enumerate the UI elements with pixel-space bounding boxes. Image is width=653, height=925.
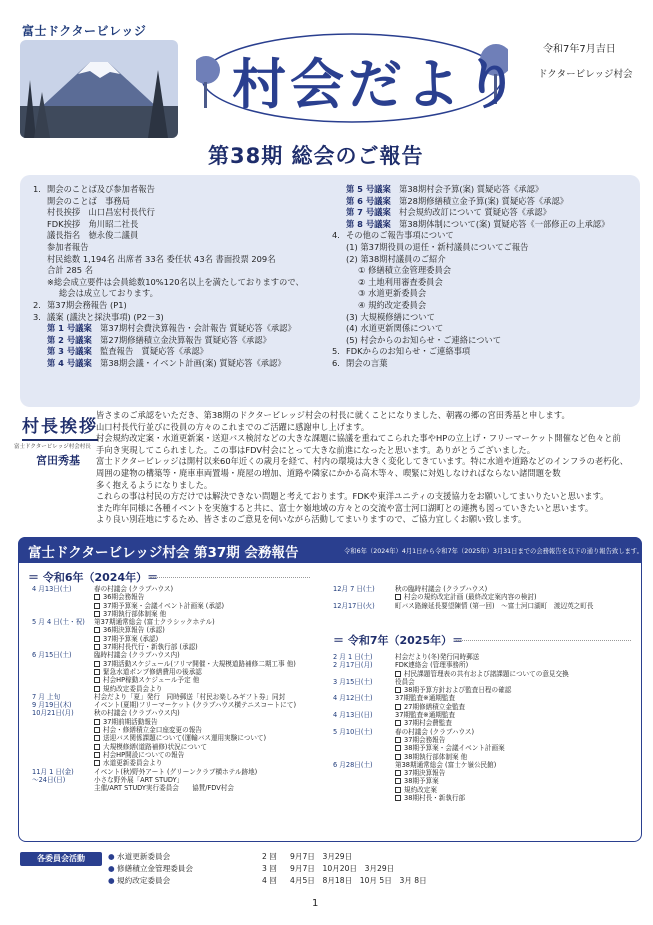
- event-row: [333, 761, 633, 769]
- greeting-line: また昨年同様に各種イベントを実施すると共に、富士ケ嶺地域の方々との交流や富士河口湖町との連携も図っていきたいと思います。: [96, 502, 594, 513]
- summary-item: [332, 358, 637, 370]
- item-text: 第38期体制について(案) 質疑応答《一部修正の上承認》: [399, 218, 610, 229]
- event-date: 6 月28日(土): [333, 760, 373, 769]
- checkbox-icon: [94, 636, 100, 642]
- greeting-line: 周囲の建物の構築等・廃車車両置場・廃屋の増加、道路や隣家にかかる高木等々、喫緊に対処しなければならない諸問題を数: [96, 467, 561, 478]
- event-row: [32, 768, 322, 776]
- greeting-line: 富士ドクタービレッジは開村以来60年近くの歳月を経て、村内の環境は大きく変化してきています。特に水道や道路などのインフラの老朽化、: [96, 456, 629, 467]
- event-subitem-text: 規約改定案: [404, 785, 437, 794]
- summary-item: [332, 346, 637, 358]
- greeting-line: 手向き実現してこられました。この事はFDV村会にとって大きな前進になったと思います。ありがとうございました。: [96, 444, 536, 455]
- event-subitem-text: 38期予算案・会議イベント計画案: [404, 744, 505, 753]
- summary-item: [33, 288, 333, 300]
- item-text: (1) 第37期役員の退任・新村議員についてご報告: [346, 241, 529, 252]
- item-text: 参加者報告: [47, 241, 89, 252]
- agenda-label: 第 1 号議案: [47, 323, 101, 334]
- checkbox-icon: [395, 778, 401, 784]
- event-row: [333, 653, 633, 661]
- event-subitem: [333, 719, 633, 727]
- item-text: 第27期修繕積立金決算報告 質疑応答《承認》: [100, 334, 271, 345]
- events-2024: [32, 585, 322, 792]
- item-text: ① 修繕積立金管理委員会: [358, 265, 452, 276]
- summary-item: [33, 300, 333, 312]
- summary-item: [332, 277, 637, 289]
- event-date: 3 月15日(土): [333, 677, 373, 686]
- item-number: 1.: [33, 184, 41, 194]
- event-subitem: [333, 753, 633, 761]
- event-date: 4 月13日(日): [333, 711, 373, 720]
- event-text: FDK連絡会 (管理事務所): [395, 661, 469, 670]
- event-text: 第38期通常総会 (富士ケ嶺公民館): [395, 760, 497, 769]
- agenda-label: 第 4 号議案: [47, 357, 101, 368]
- event-subitem: [333, 670, 633, 678]
- event-row: [333, 711, 633, 719]
- event-text: イベント(夏期)フリーマーケット (クラブハウス横テニスコートにて): [94, 701, 297, 710]
- activity-note: 令和6年（2024年）4月1日から令和7年（2025年）3月31日までの会務報告を以下の通り報告致します。: [344, 548, 643, 555]
- item-text: 監査報告 質疑応答《承認》: [100, 346, 208, 357]
- checkbox-icon: [94, 669, 100, 675]
- event-date: 7 月 上旬: [32, 692, 61, 701]
- item-text: 第38期村会予算(案) 質疑応答《承認》: [399, 184, 544, 194]
- event-text: 春の村議会 (クラブハウス): [395, 727, 475, 736]
- event-subitem: [32, 718, 322, 726]
- event-subitem: [32, 610, 322, 618]
- event-subitem-text: 36期会務報告: [103, 593, 145, 602]
- event-row: [32, 585, 322, 593]
- issue-date: 令和7年7月吉日: [543, 44, 616, 55]
- event-subitem-text: 36期決算報告 (承認): [103, 626, 165, 635]
- item-text: ※総会成立要件は会員総数10%120名以上を満たしておりますので、: [47, 276, 304, 287]
- event-subitem-text: 村会・修繕積立金口座変更の報告: [103, 726, 202, 735]
- greeting-title: 村長挨拶: [22, 412, 98, 441]
- checkbox-icon: [395, 787, 401, 793]
- checkbox-icon: [395, 745, 401, 751]
- checkbox-icon: [395, 671, 401, 677]
- checkbox-icon: [395, 687, 401, 693]
- event-date: 2 月17日(月): [333, 661, 373, 670]
- summary-item: [33, 242, 333, 254]
- checkbox-icon: [395, 795, 401, 801]
- event-text: 秋の臨時村議会 (クラブハウス): [395, 585, 488, 593]
- agenda-label: 第 2 号議案: [47, 334, 101, 345]
- event-text: 臨時村議会 (クラブハウス内): [94, 651, 180, 660]
- event-subitem: [333, 686, 633, 694]
- event-subitem: [333, 786, 633, 794]
- mount-fuji-photo: [20, 40, 178, 138]
- checkbox-icon: [94, 735, 100, 741]
- activity-title: 富士ドクタービレッジ村会 第37期 会務報告: [28, 545, 299, 561]
- item-text: ② 土地利用審査委員会: [358, 276, 443, 287]
- agenda-label: 第 5 号議案: [346, 184, 400, 194]
- item-text: 第28期修繕積立金予算(案) 質疑応答《承認》: [399, 195, 569, 206]
- item-number: 2.: [33, 299, 41, 310]
- agenda-label: 第 6 号議案: [346, 195, 400, 206]
- greeting-body: [96, 410, 640, 526]
- checkbox-icon: [94, 677, 100, 683]
- checkbox-icon: [395, 704, 401, 710]
- event-subitem: [32, 635, 322, 643]
- summary-item: [33, 265, 333, 277]
- event-subitem: [32, 734, 322, 742]
- summary-item: [332, 288, 637, 300]
- event-subitem-text: 38期村長・新執行部: [404, 794, 466, 803]
- summary-left-column: [33, 184, 333, 370]
- item-text: FDKからのお知らせ・ご連絡事項: [346, 346, 471, 357]
- event-subitem-text: 大規模修繕(道路補修)状況について: [103, 742, 207, 751]
- checkbox-icon: [94, 603, 100, 609]
- event-subitem-text: 村会の規約改定計画 (最終改定案内容の検討): [404, 593, 537, 602]
- event-subitem: [333, 703, 633, 711]
- event-text: 37期監査※通期監査: [395, 694, 456, 703]
- item-text: 第37期村会費決算報告・会計報告 質疑応答《承認》: [100, 323, 296, 334]
- event-subitem: [333, 777, 633, 785]
- event-text: 小さな野外展「ART STUDY」: [94, 775, 184, 784]
- event-subitem-text: 37期村長代行・新執行部 (承認): [103, 643, 198, 652]
- summary-item: [33, 358, 333, 370]
- event-subitem-text: 水道更新委員会より: [103, 759, 163, 768]
- event-date: 9 月19日(木): [32, 701, 72, 710]
- event-row: [333, 678, 633, 686]
- report-title: 第38期 総会のご報告: [208, 144, 424, 168]
- item-text: (3) 大規模修繕について: [346, 311, 435, 322]
- item-text: 総会は成立しております。: [59, 288, 158, 299]
- event-row: [333, 728, 633, 736]
- agenda-label: 第 8 号議案: [346, 218, 400, 229]
- event-subitem: [32, 685, 322, 693]
- item-text: 第37期会務報告 (P1): [47, 299, 127, 310]
- agenda-label: 第 3 号議案: [47, 346, 101, 357]
- item-text: 村民総数 1,194名 出席者 33名 委任状 43名 書面投票 209名: [47, 253, 276, 264]
- checkbox-icon: [94, 719, 100, 725]
- greeting-line: 村会規約改定案・水道更新案・送迎バス検討などの大きな課題に協議を重ねてこられた事やHPの立上げ・フリーマーケット開催など色々と前: [96, 433, 621, 444]
- event-date: 5 月10日(土): [333, 727, 373, 736]
- event-text: 村会だより(冬)発行同時郵送: [395, 653, 480, 661]
- bullet-icon: ●: [108, 852, 118, 861]
- event-subitem-text: 27期修繕積立金監査: [404, 702, 466, 711]
- event-date: 10月21日(月): [32, 709, 74, 718]
- event-text: 第37期通常総会 (富士クラシックホテル): [94, 618, 215, 627]
- item-text: ④ 規約改定委員会: [358, 299, 427, 310]
- event-date: 12月 7 日(土): [333, 585, 375, 593]
- checkbox-icon: [94, 727, 100, 733]
- item-number: 6.: [332, 357, 340, 368]
- event-subitem-text: 37期決算報告: [404, 769, 446, 778]
- event-subitem: [333, 744, 633, 752]
- bullet-icon: ●: [108, 864, 118, 873]
- summary-item: [33, 219, 333, 231]
- checkbox-icon: [94, 627, 100, 633]
- greeting-line: 皆さまのご承認をいただき、第38期のドクタービレッジ村会の村長に就くことになりました、朝霧の郷の宮田秀基と申します。: [96, 410, 570, 420]
- event-subitem: [32, 751, 322, 759]
- item-text: (4) 水道更新関係について: [346, 323, 444, 334]
- item-number: 5.: [332, 346, 340, 357]
- committee-row: [108, 863, 394, 874]
- event-date: 5 月 4 日(土・祝): [32, 618, 85, 627]
- event-subitem: [333, 794, 633, 802]
- summary-item: [33, 230, 333, 242]
- greeting-line: 多く抱えるようになりました。: [96, 479, 213, 490]
- event-text: イベント(秋)野外アート (グリーンクラブ横ホテル跡地): [94, 767, 258, 776]
- summary-item: [332, 335, 637, 347]
- checkbox-icon: [94, 611, 100, 617]
- summary-item: [332, 323, 637, 335]
- summary-item: [33, 184, 333, 196]
- page-number: 1: [312, 898, 319, 909]
- greeting-line: より良い別荘地にするため、皆さまのご意見を伺いながら活動してまいりますので、ご協力宜しくお願い致します。: [96, 514, 527, 525]
- event-text: 37期監査※通期監査: [395, 711, 456, 720]
- checkbox-icon: [94, 661, 100, 667]
- event-date: 6 月15日(土): [32, 651, 72, 660]
- event-subitem-text: 規約改定委員会より: [103, 684, 163, 693]
- issuer: ドクタービレッジ村会: [538, 69, 633, 80]
- events-2025: [333, 653, 633, 802]
- summary-item: [33, 207, 333, 219]
- item-text: 村会規約改訂について 質疑応答《承認》: [399, 207, 551, 218]
- item-text: (5) 村会からのお知らせ・ご連絡について: [346, 334, 502, 345]
- event-subitem-text: 37期予算案 (承認): [103, 634, 159, 643]
- event-subitem-text: 38期予算方針および監査日程の確認: [404, 686, 512, 695]
- committee-count: 3 回: [262, 864, 277, 873]
- summary-item: [332, 196, 637, 208]
- summary-right-column: [332, 184, 637, 370]
- checkbox-icon: [94, 760, 100, 766]
- item-text: 合計 285 名: [47, 265, 94, 276]
- item-number: 3.: [33, 311, 41, 322]
- summary-item: [33, 196, 333, 208]
- summary-item: [33, 312, 333, 324]
- event-text: 春の村議会 (クラブハウス): [94, 585, 174, 593]
- committee-dates: 9月7日 10月20日 3月29日: [290, 864, 395, 873]
- event-subitem: [32, 626, 322, 634]
- event-subitem-text: 37期予算案・会議イベント計画案 (承認): [103, 601, 225, 610]
- summary-item: [332, 254, 637, 266]
- brand-name: 富士ドクタービレッジ: [22, 24, 147, 38]
- greeting-line: これらの事は村民の方だけでは解決できない問題と考えております。FDKや東洋ユニティの支援協力をお願いしてまいりたいと思います。: [96, 491, 609, 502]
- item-text: FDK挨拶 角川昭二社長: [47, 218, 139, 229]
- greeting-line: 山口村長代行並びに役員の方々のこれまでのご活躍に感謝申し上げます。: [96, 421, 370, 432]
- item-text: 開会のことば 事務局: [47, 195, 130, 206]
- event-subitem-text: 村会HP開設についての報告: [103, 750, 185, 759]
- checkbox-icon: [395, 594, 401, 600]
- event-subitem: [32, 676, 322, 684]
- summary-item: [33, 335, 333, 347]
- checkbox-icon: [94, 686, 100, 692]
- checkbox-icon: [395, 720, 401, 726]
- event-date: ～24日(日): [32, 775, 66, 784]
- checkbox-icon: [395, 754, 401, 760]
- greeting-name: 宮田秀基: [36, 454, 80, 467]
- summary-item: [332, 242, 637, 254]
- bullet-icon: ●: [108, 876, 118, 885]
- committee-label: 各委員会活動: [20, 852, 102, 866]
- event-date: 4 月13日(土): [32, 585, 72, 593]
- committee-name: 修繕積立金管理委員会: [117, 864, 193, 873]
- event-subitem: [333, 593, 633, 601]
- event-subitem: [32, 743, 322, 751]
- committee-count: 2 回: [262, 852, 277, 861]
- committee-name: 規約改定委員会: [117, 876, 171, 885]
- item-text: ③ 水道更新委員会: [358, 288, 427, 299]
- checkbox-icon: [395, 737, 401, 743]
- event-subitem: [32, 660, 322, 668]
- event-row: [32, 651, 322, 659]
- event-subitem: [32, 759, 322, 767]
- event-row: [333, 694, 633, 702]
- newsletter-title: 村会だより: [232, 52, 522, 116]
- year-heading-2024: ＝ 令和6年（2024年）＝: [28, 571, 159, 584]
- event-subitem-text: 村会HP稼動スケジュール予定 他: [103, 676, 200, 685]
- checkbox-icon: [94, 752, 100, 758]
- summary-item: [332, 184, 637, 196]
- event-subitem: [32, 593, 322, 601]
- committee-row: [108, 875, 427, 886]
- item-text: その他のご報告事項について: [346, 230, 454, 241]
- summary-item: [33, 254, 333, 266]
- event-subitem-text: 37期執行部体制案 他: [103, 609, 167, 618]
- event-subitem-text: 38期執行部体制案 他: [404, 752, 468, 761]
- item-text: (2) 第38期村議員のご紹介: [346, 253, 446, 264]
- event-row: [32, 709, 322, 717]
- event-subitem-text: 送迎バス関係課題について(運輸バス運用実験について): [103, 734, 267, 743]
- summary-item: [332, 230, 637, 242]
- item-text: 閉会の言葉: [346, 357, 388, 368]
- checkbox-icon: [94, 744, 100, 750]
- committee-row: [108, 851, 352, 862]
- event-subitem-text: 37期会務報告: [404, 735, 446, 744]
- greeting-role: 富士ドクタービレッジ村会村長: [14, 444, 91, 450]
- event-text: 秋の村議会 (クラブハウス内): [94, 709, 180, 718]
- event-subitem: [32, 602, 322, 610]
- event-date: 11月 1 日(金): [32, 767, 74, 776]
- summary-item: [332, 312, 637, 324]
- checkbox-icon: [94, 644, 100, 650]
- divider: [150, 577, 310, 578]
- event-text: 役員会: [395, 677, 415, 686]
- event-text: 町バス路線延長要望陳情 (第一回) ～富士河口湖町 渡辺英之町長: [395, 601, 594, 610]
- events-2024-winter: [333, 585, 633, 610]
- event-date: 4 月12日(土): [333, 694, 373, 703]
- divider: [456, 640, 631, 641]
- checkbox-icon: [94, 594, 100, 600]
- item-text: 開会のことば及び参加者報告: [47, 184, 155, 194]
- event-row: [32, 776, 322, 784]
- summary-item: [33, 323, 333, 335]
- summary-item: [33, 346, 333, 358]
- event-row: [32, 784, 322, 792]
- summary-item: [332, 207, 637, 219]
- event-text: 村会だより「夏」発行 同時郵送「村民お楽しみギフト券」同封: [94, 692, 286, 701]
- summary-item: [332, 265, 637, 277]
- event-row: [333, 661, 633, 669]
- event-row: [333, 602, 633, 610]
- event-subitem-text: 緊急水道ポンプ修繕費用の後承認: [103, 667, 202, 676]
- event-subitem-text: 38期予算案: [404, 777, 439, 786]
- event-row: [32, 618, 322, 626]
- committee-count: 4 回: [262, 876, 277, 885]
- event-subitem-text: 37期村会費監査: [404, 719, 452, 728]
- item-text: 第38期会議・イベント計画(案) 質疑応答《承認》: [100, 357, 286, 368]
- event-subitem-text: 37期活動スケジュール(フリマ開催・大規模道路補修二期工事 他): [103, 659, 296, 668]
- item-number: 4.: [332, 230, 340, 241]
- committee-dates: 9月7日 3月29日: [290, 852, 353, 861]
- item-text: 村長挨拶 山口昌宏村長代行: [47, 207, 155, 218]
- event-subitem-text: 37期前期活動報告: [103, 717, 158, 726]
- item-text: 議案 (議決と採決事項) (P2－3): [47, 311, 164, 322]
- committee-name: 水道更新委員会: [117, 852, 171, 861]
- event-date: 2 月 1 日(土): [333, 653, 373, 661]
- event-text: 主催/ART STUDY実行委員会 協賛/FDV村会: [94, 784, 234, 793]
- event-date: 12月17日(火): [333, 601, 375, 610]
- event-row: [32, 693, 322, 701]
- year-heading-2025: ＝ 令和7年（2025年）＝: [333, 634, 464, 647]
- event-subitem-text: 村民課題管理表の共有および諸課題についての意見交換: [404, 669, 569, 678]
- event-subitem: [333, 769, 633, 777]
- summary-item: [33, 277, 333, 289]
- summary-item: [332, 219, 637, 231]
- item-text: 議長指名 徳永俊二議員: [47, 230, 139, 241]
- agenda-label: 第 7 号議案: [346, 207, 400, 218]
- committee-dates: 4月5日 8月18日 10月 5日 3月 8日: [290, 876, 427, 885]
- checkbox-icon: [395, 770, 401, 776]
- summary-item: [332, 300, 637, 312]
